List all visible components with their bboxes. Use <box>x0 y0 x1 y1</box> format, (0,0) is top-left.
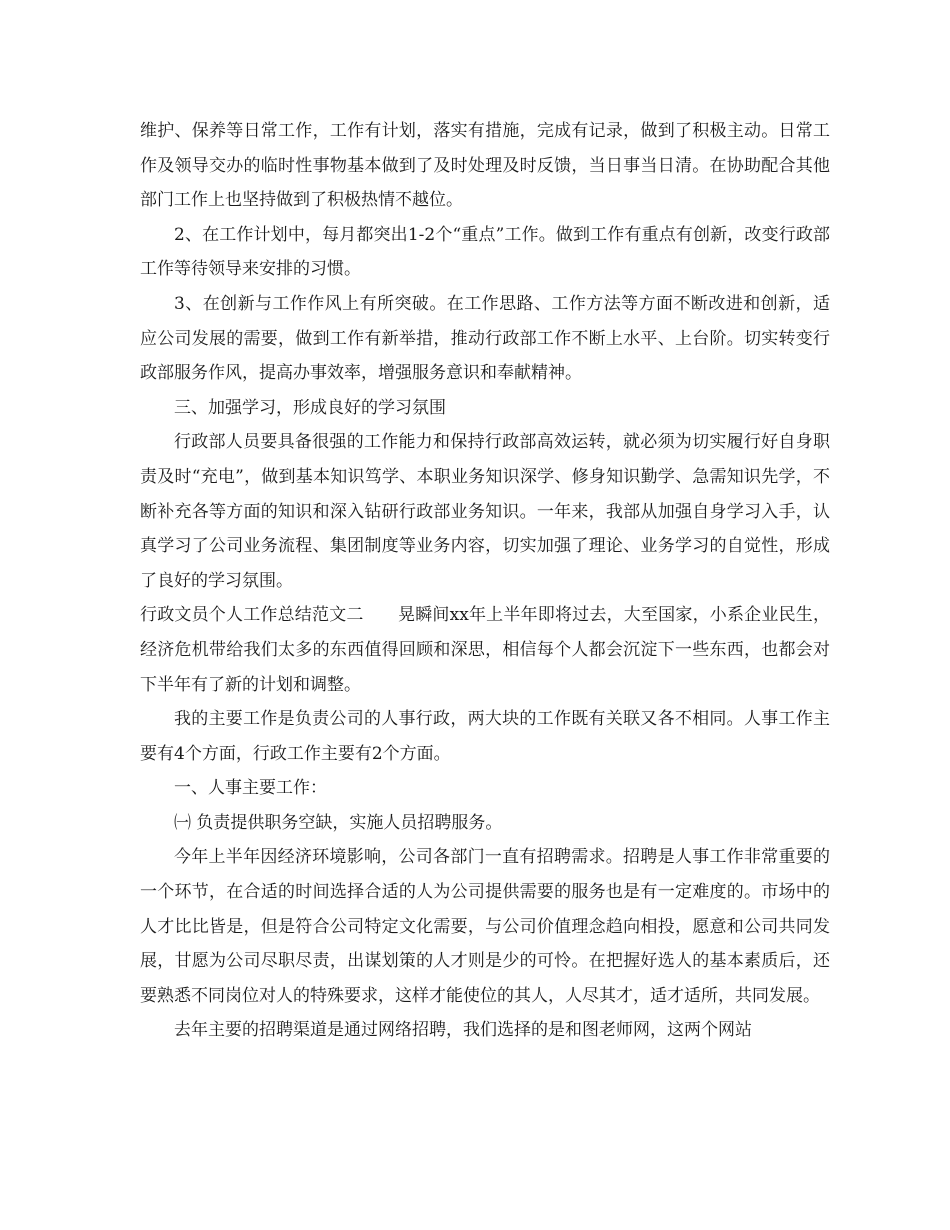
paragraph-1: 维护、保养等日常工作，工作有计划，落实有措施，完成有记录，做到了积极主动。日常工作及领导交办的临时性事物基本做到了及时处理及时反馈，当日事当日清。在协助配合其他部门工作上也坚持做到了积极热情不越位。 <box>140 121 830 211</box>
section-heading-1: 一、人事主要工作： <box>174 778 327 799</box>
paragraph-10: 今年上半年因经济环境影响，公司各部门一直有招聘需求。招聘是人事工作非常重要的一个环节，在合适的时间选择合适的人为公司提供需要的服务也是有一定难度的。市场中的人才比比皆是，但是符合公司特定文化需要，与公司价值理念趋向相投，愿意和公司共同发展，甘愿为公司尽职尽责，出谋划策的人才则是少的可怜。在把握好选人的基本素质后，还要熟悉不同岗位对人的特殊要求，这样才能使位的其人，人尽其才，适才适所，共同发展。 <box>140 847 830 1006</box>
document-body <box>140 114 830 1048</box>
paragraph-5: 行政部人员要具备很强的工作能力和保持行政部高效运转，就必须为切实履行好自身职责及时“充电”，做到基本知识笃学、本职业务知识深学、修身知识勤学、急需知识先学，不断补充各等方面的知识和深入钻研行政部业务知识。一年来，我部从加强自身学习入手，认真学习了公司业务流程、集团制度等业务内容，切实加强了理论、业务学习的自觉性，形成了良好的学习氛围。 <box>140 432 830 591</box>
paragraph-11: 去年主要的招聘渠道是通过网络招聘，我们选择的是和图老师网，这两个网站 <box>174 1020 752 1041</box>
paragraph-6: 行政文员个人工作总结范文二 晃瞬间xx年上半年即将过去，大至国家，小系企业民生，经济危机带给我们太多的东西值得回顾和深思，相信每个人都会沉淀下一些东西，也都会对下半年有了新的计划和调整。 <box>140 605 830 695</box>
paragraph-2: 2、在工作计划中，每月都突出1-2个“重点”工作。做到工作有重点有创新，改变行政部工作等待领导来安排的习惯。 <box>140 224 830 280</box>
subsection-heading-1: ㈠ 负责提供职务空缺，实施人员招聘服务。 <box>174 812 503 833</box>
paragraph-7: 我的主要工作是负责公司的人事行政，两大块的工作既有关联又各不相同。人事工作主要有4个方面，行政工作主要有2个方面。 <box>140 709 830 764</box>
paragraph-3: 3、在创新与工作作风上有所突破。在工作思路、工作方法等方面不断改进和创新，适应公司发展的需要，做到工作有新举措，推动行政部工作不断上水平、上台阶。切实转变行政部服务作风，提高办事效率，增强服务意识和奉献精神。 <box>140 293 830 384</box>
section-heading-3: 三、加强学习，形成良好的学习氛围 <box>174 397 446 418</box>
